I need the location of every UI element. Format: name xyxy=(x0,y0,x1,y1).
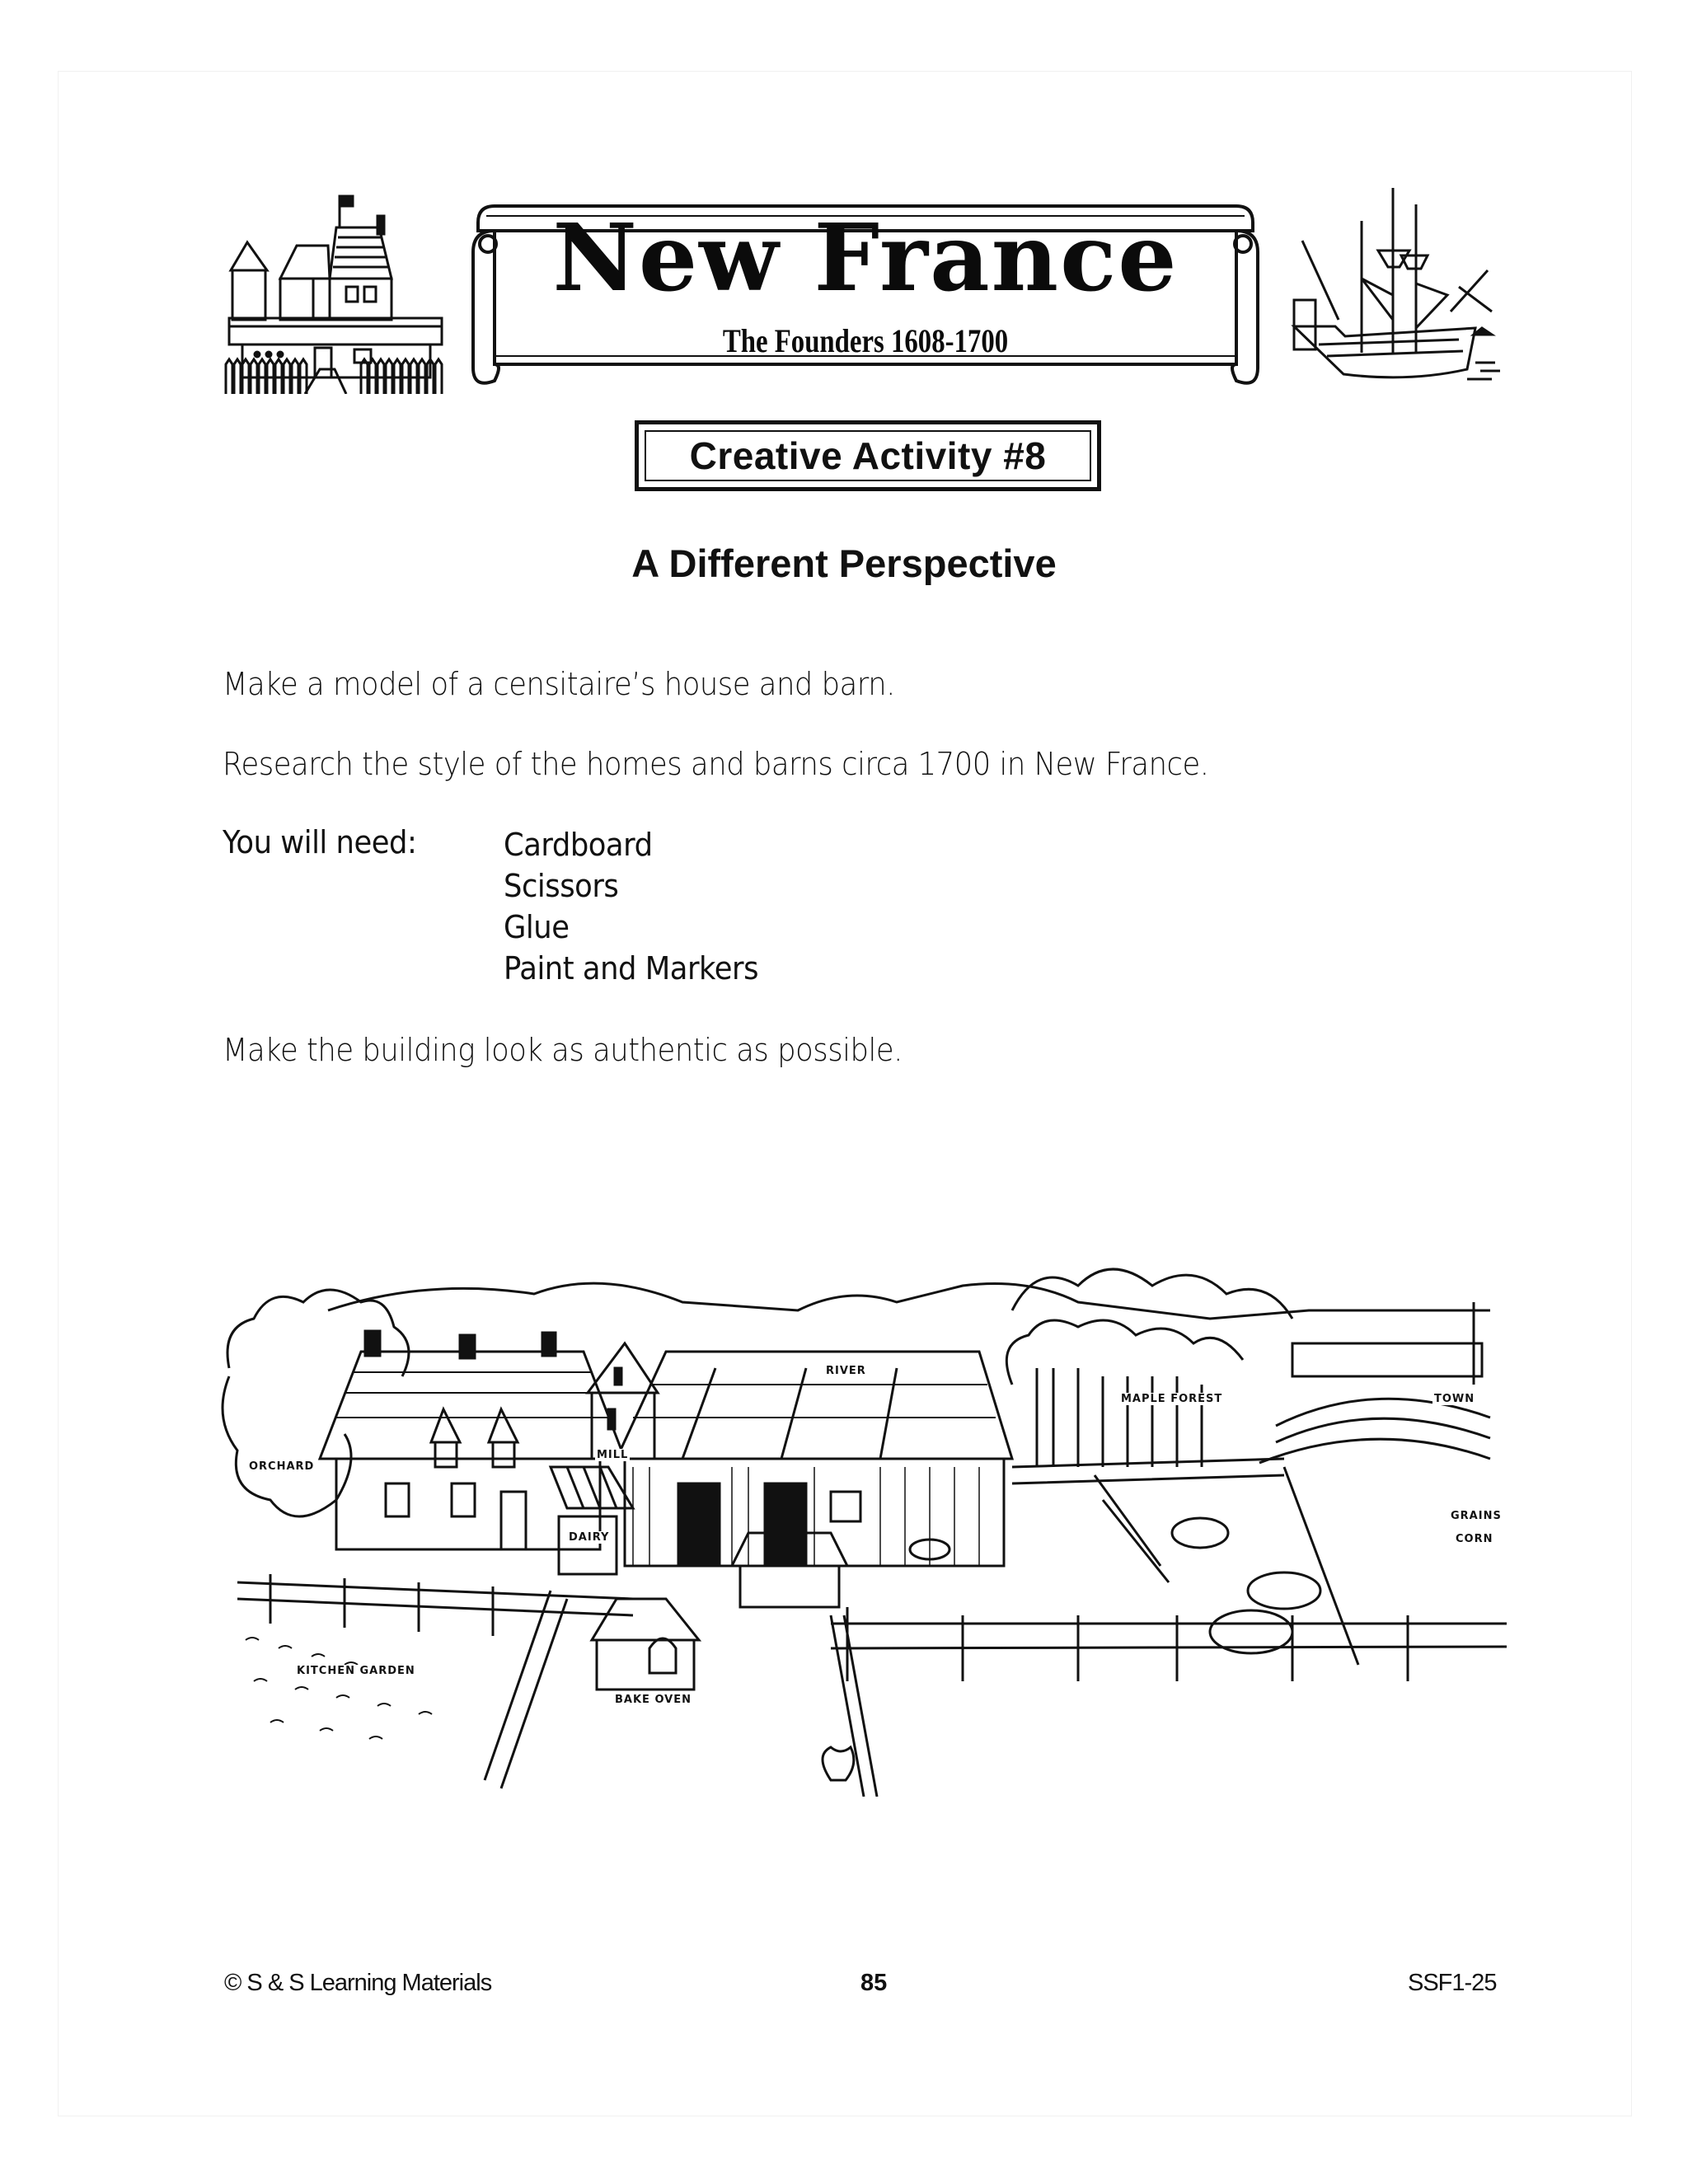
title-banner xyxy=(223,188,1508,394)
activity-label: Creative Activity #8 xyxy=(689,434,1047,477)
materials-item: Paint and Markers xyxy=(504,950,759,987)
label-maple-forest: MAPLE FOREST xyxy=(1121,1393,1223,1405)
materials-item: Cardboard xyxy=(504,827,653,863)
instruction-closing: Make the building look as authentic as possible. xyxy=(223,1032,903,1068)
footer-code: SSF1-25 xyxy=(1408,1970,1497,1996)
label-dairy: DAIRY xyxy=(569,1531,610,1544)
label-river: RIVER xyxy=(826,1365,866,1377)
sailing-ship-icon xyxy=(1286,188,1508,394)
page-number: 85 xyxy=(860,1970,888,1996)
footer-copyright: © S & S Learning Materials xyxy=(224,1970,492,1996)
page-subtitle: The Founders 1608-1700 xyxy=(722,322,1009,359)
label-mill: MILL xyxy=(597,1449,629,1461)
label-orchard: ORCHARD xyxy=(249,1460,315,1473)
activity-subtitle: A Different Perspective xyxy=(631,541,1057,585)
materials-item: Scissors xyxy=(504,868,619,904)
label-grains: GRAINS xyxy=(1451,1510,1502,1522)
label-kitchen-garden: KITCHEN GARDEN xyxy=(297,1665,415,1677)
materials-label: You will need: xyxy=(223,824,417,860)
farmstead-drawing-icon xyxy=(221,1253,1507,1797)
label-town: TOWN xyxy=(1434,1393,1475,1405)
instruction-line-2: Research the style of the homes and barns circa 1700 in New France. xyxy=(223,746,1209,782)
activity-heading-box xyxy=(635,420,1101,491)
page-title: New France xyxy=(552,204,1179,312)
fort-icon xyxy=(223,188,447,394)
materials-item: Glue xyxy=(504,909,570,945)
farmstead-illustration xyxy=(221,1253,1507,1797)
materials-list xyxy=(504,824,777,989)
label-bake-oven: BAKE OVEN xyxy=(615,1694,692,1706)
instruction-line-1: Make a model of a censitaire’s house and barn. xyxy=(223,666,895,702)
label-corn: CORN xyxy=(1456,1533,1493,1545)
